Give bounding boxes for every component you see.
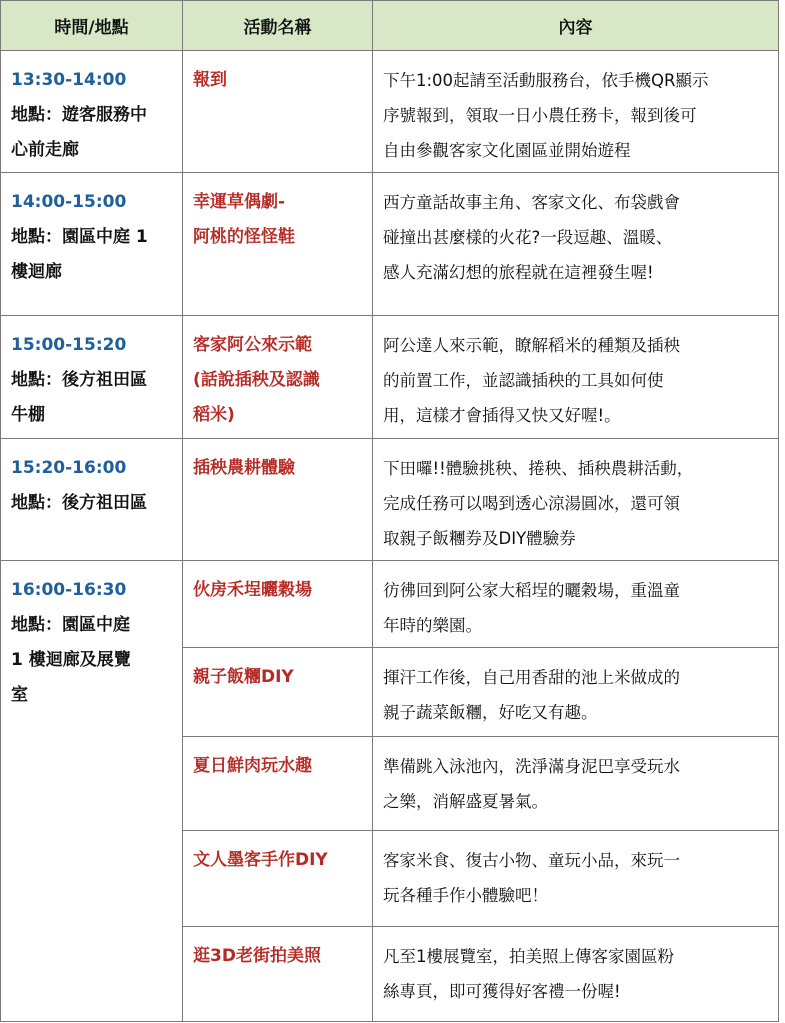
header-activity-name: 活動名稱 (183, 1, 373, 51)
activity-name-cell (183, 561, 373, 648)
activity-name: 阿桃的怪怪鞋 (193, 227, 295, 247)
content-text: 之樂，消解盛夏暑氣。 (383, 792, 548, 811)
location-text: 心前走廊 (11, 140, 79, 160)
activity-name-cell (183, 831, 373, 927)
activity-name: 客家阿公來示範 (193, 335, 312, 355)
content-cell (373, 648, 779, 737)
content-cell (373, 561, 779, 648)
header-time-location: 時間/地點 (1, 1, 183, 51)
table-row (1, 51, 779, 173)
location-text: 地點：後方祖田區 (11, 370, 147, 390)
activity-name-cell (183, 51, 373, 173)
activity-name: 文人墨客手作DIY (193, 850, 328, 870)
content-text: 完成任務可以喝到透心涼湯圓冰，還可領 (383, 494, 680, 513)
time-text: 16:00-16:30 (11, 580, 127, 600)
activity-name: 親子飯糰DIY (193, 667, 294, 687)
content-text: 絲專頁，即可獲得好客禮一份喔! (383, 982, 621, 1001)
content-text: 準備跳入泳池內，洗淨滿身泥巴享受玩水 (383, 757, 680, 776)
time-text: 15:00-15:20 (11, 335, 127, 355)
activity-name: 稻米) (193, 405, 235, 425)
content-text: 客家米食、復古小物、童玩小品，來玩一 (383, 851, 680, 870)
content-text: 揮汗工作後，自己用香甜的池上米做成的 (383, 668, 680, 687)
content-text: 下午1:00起請至活動服務台，依手機QR顯示 (383, 71, 709, 90)
content-cell (373, 737, 779, 831)
content-cell (373, 316, 779, 439)
location-text: 地點：園區中庭 1 (11, 227, 148, 247)
header-row (1, 1, 779, 51)
location-text: 地點：園區中庭 (11, 615, 130, 635)
content-text: 感人充滿幻想的旅程就在這裡發生喔! (383, 263, 654, 282)
content-text: 碰撞出甚麼樣的火花?一段逗趣、溫暖、 (383, 228, 673, 247)
location-text: 地點：遊客服務中 (11, 105, 147, 125)
time-location-cell (1, 561, 183, 1022)
time-location-cell (1, 316, 183, 439)
content-text: 西方童話故事主角、客家文化、布袋戲會 (383, 193, 680, 212)
table-row (1, 561, 779, 648)
content-text: 用，這樣才會插得又快又好喔!。 (383, 406, 621, 425)
time-location-cell (1, 51, 183, 173)
time-location-cell (1, 439, 183, 561)
content-text: 親子蔬菜飯糰，好吃又有趣。 (383, 703, 598, 722)
content-cell (373, 51, 779, 173)
time-text: 13:30-14:00 (11, 70, 127, 90)
content-text: 自由參觀客家文化園區並開始遊程 (383, 141, 631, 160)
content-cell (373, 831, 779, 927)
time-location-cell (1, 173, 183, 316)
time-text: 14:00-15:00 (11, 192, 127, 212)
location-text: 牛棚 (11, 405, 45, 425)
content-text: 阿公達人來示範，瞭解稻米的種類及插秧 (383, 336, 680, 355)
activity-name: 幸運草偶劇- (193, 192, 286, 212)
header-content: 內容 (373, 1, 779, 51)
activity-name-cell (183, 316, 373, 439)
activity-name: (話說插秧及認識 (193, 370, 320, 390)
activity-name: 插秧農耕體驗 (193, 458, 295, 478)
location-text: 室 (11, 685, 28, 705)
activity-name-cell (183, 439, 373, 561)
content-text: 凡至1樓展覽室，拍美照上傳客家園區粉 (383, 947, 674, 966)
location-text: 樓迴廊 (11, 262, 62, 282)
content-text: 取親子飯糰券及DIY體驗券 (383, 529, 576, 548)
table-row (1, 316, 779, 439)
table-row (1, 439, 779, 561)
activity-name-cell (183, 648, 373, 737)
activity-name: 伙房禾埕曬穀場 (193, 580, 312, 600)
content-text: 的前置工作，並認識插秧的工具如何使 (383, 371, 664, 390)
activity-name: 逛3D老街拍美照 (193, 946, 321, 966)
content-text: 序號報到，領取一日小農任務卡，報到後可 (383, 106, 697, 125)
content-cell (373, 927, 779, 1022)
activity-name: 報到 (193, 70, 227, 90)
activity-name-cell (183, 927, 373, 1022)
table-row (1, 173, 779, 316)
content-text: 年時的樂園。 (383, 616, 482, 635)
activity-name-cell (183, 173, 373, 316)
time-text: 15:20-16:00 (11, 458, 127, 478)
location-text: 地點：後方祖田區 (11, 493, 147, 513)
content-text: 彷彿回到阿公家大稻埕的曬穀場，重溫童 (383, 581, 680, 600)
activity-name: 夏日鮮肉玩水趣 (193, 756, 312, 776)
location-text: 1 樓迴廊及展覽 (11, 650, 131, 670)
content-text: 玩各種手作小體驗吧！ (383, 886, 548, 905)
content-cell (373, 173, 779, 316)
content-cell (373, 439, 779, 561)
activity-name-cell (183, 737, 373, 831)
content-text: 下田囉!!體驗挑秧、捲秧、插秧農耕活動， (383, 459, 694, 478)
